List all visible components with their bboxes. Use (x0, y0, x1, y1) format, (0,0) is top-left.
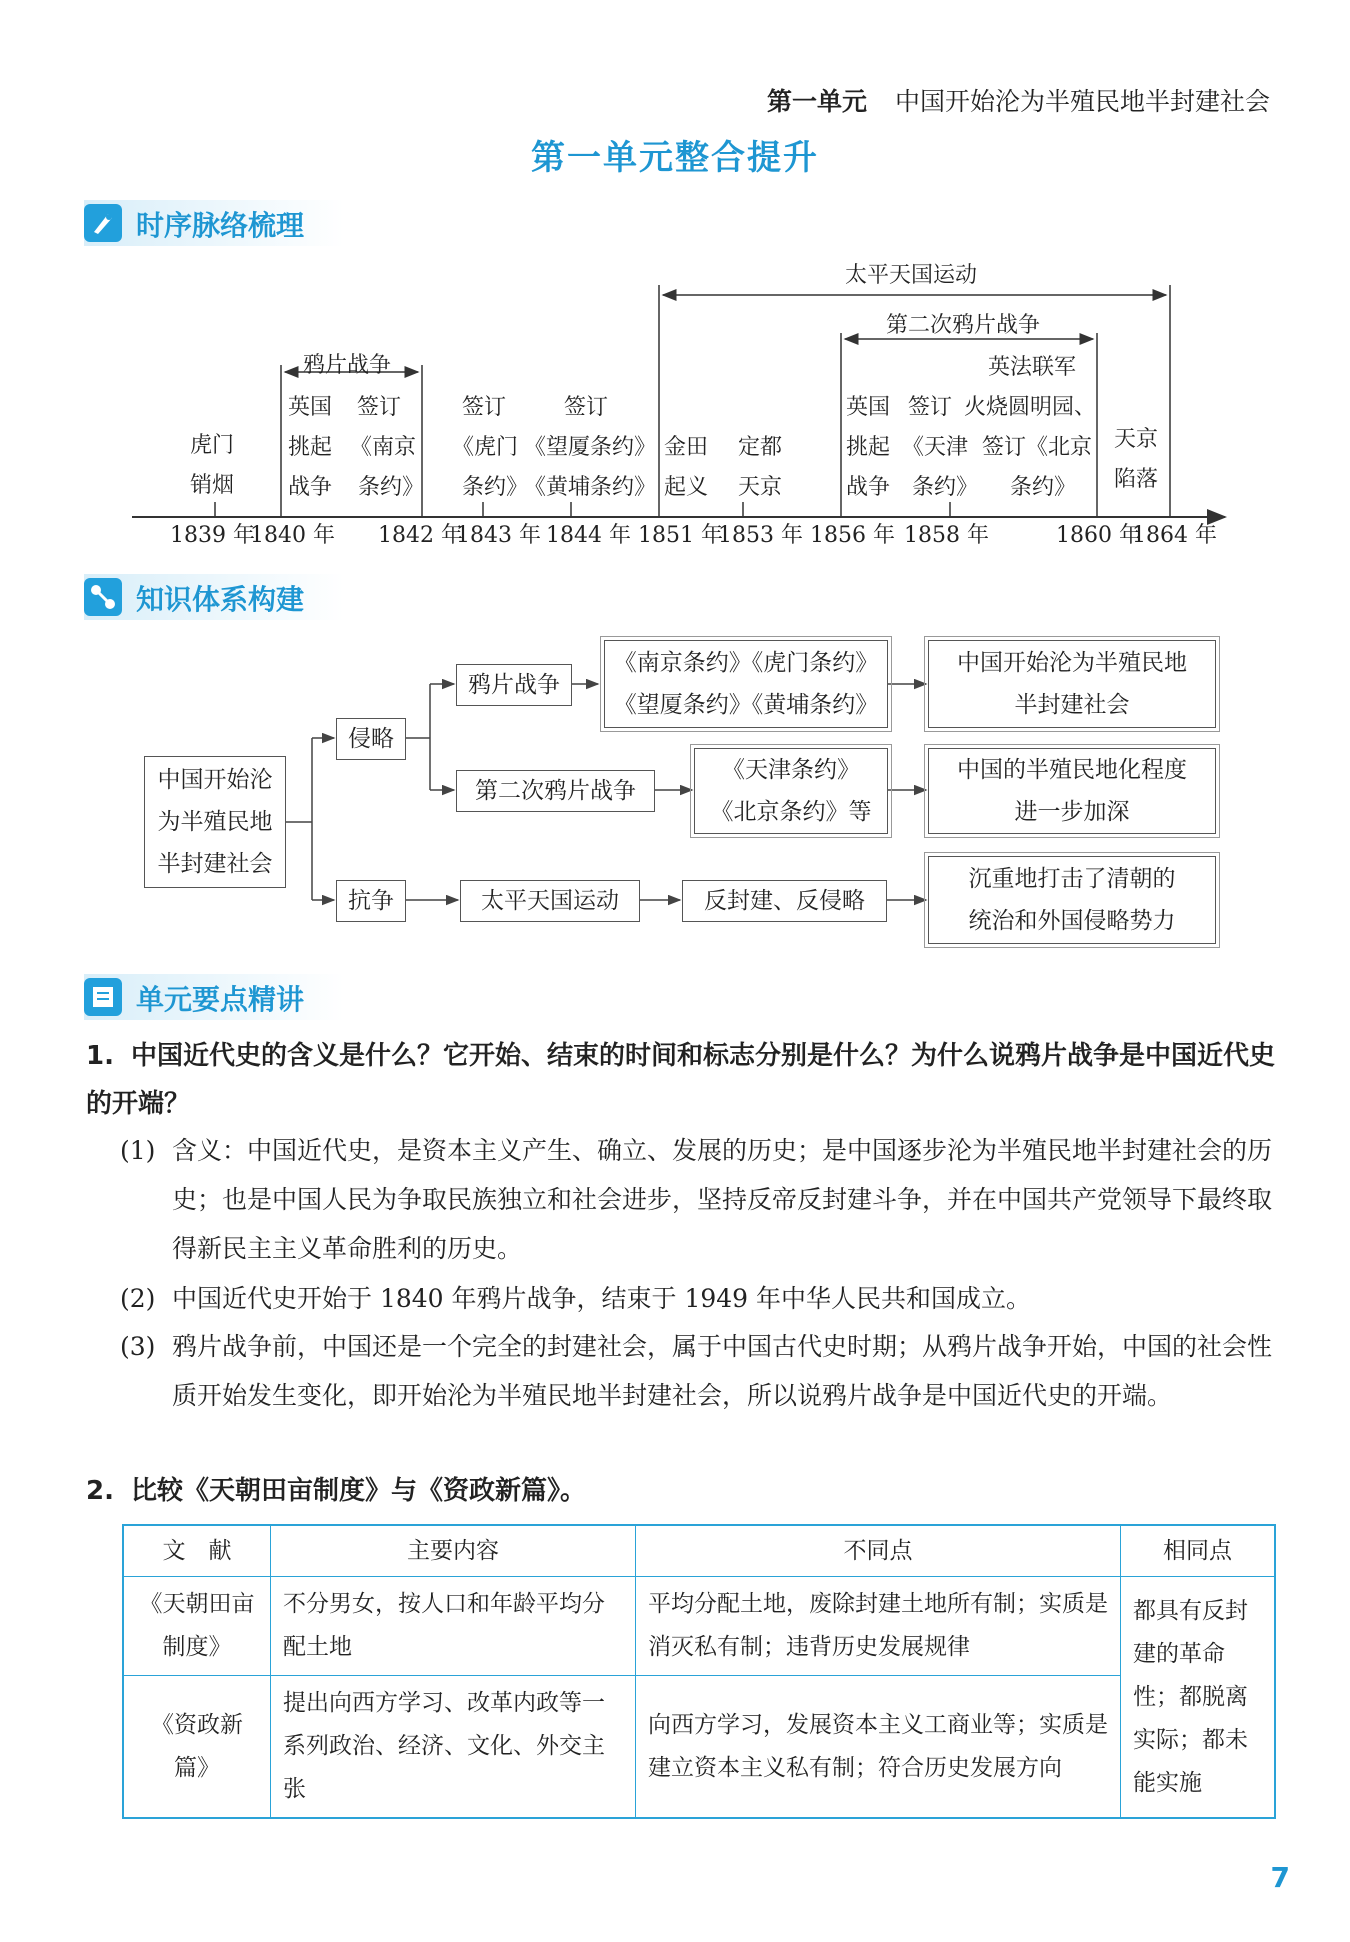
page-number: 7 (1270, 1861, 1290, 1894)
section-header-knowledge (84, 574, 344, 620)
table-cell: 平均分配土地，废除封建土地所有制；实质是消灭私有制；违背历史发展规律 (636, 1577, 1121, 1676)
event-text: 签订 (908, 395, 953, 420)
node-text: 为半殖民地 (157, 809, 273, 835)
root-node (144, 756, 286, 888)
event-text: 《望厦条约》 (524, 435, 657, 460)
year-label: 1851 年 (638, 523, 723, 548)
item-number: (3) (120, 1332, 156, 1361)
year-label: 1864 年 (1132, 523, 1217, 548)
answer-item (120, 1274, 1280, 1323)
answer-item (120, 1126, 1280, 1273)
table-row (123, 1676, 1275, 1819)
node-text: 《天津条约》 (722, 757, 860, 783)
table-cell-common: 都具有反封建的革命性；都脱离实际；都未能实施 (1121, 1577, 1276, 1819)
event-text: 起义 (664, 475, 709, 500)
event-text: 英法联军 (988, 355, 1077, 380)
event-text: 战争 (288, 475, 333, 500)
year-label: 1860 年 (1056, 523, 1141, 548)
section-header-timeline (84, 200, 344, 246)
node-text: 半封建社会 (157, 851, 273, 877)
question-1 (86, 1032, 1276, 1128)
event-text: 条约》 (912, 475, 979, 500)
column-header: 主要内容 (271, 1525, 636, 1577)
event-text: 条约》 (358, 475, 425, 500)
question-number: 1. (86, 1041, 114, 1071)
section-title: 单元要点精讲 (136, 983, 305, 1016)
knowledge-diagram (0, 630, 1350, 950)
node-text: 进一步加深 (1014, 799, 1130, 825)
table-cell: 《资政新篇》 (123, 1676, 271, 1819)
opium-war-node: 鸦片战争 (456, 664, 572, 706)
unit-label: 第一单元 (766, 87, 867, 116)
taiping-node: 太平天国运动 (460, 880, 640, 922)
timeline (0, 250, 1350, 560)
event-text: 英国 (846, 395, 891, 420)
event-text: 陷落 (1114, 467, 1159, 492)
year-label: 1843 年 (456, 523, 541, 548)
year-label: 1844 年 (546, 523, 631, 548)
anti-node: 反封建、反侵略 (682, 880, 887, 922)
item-text: 鸦片战争前，中国还是一个完全的封建社会，属于中国古代史时期；从鸦片战争开始，中国的社会性质开始发生变化，即开始沦为半殖民地半封建社会，所以说鸦片战争是中国近代史的开端。 (172, 1332, 1273, 1410)
node-text: 《望厦条约》《黄埔条约》 (613, 692, 879, 718)
running-header (767, 82, 1270, 118)
table-cell: 提出向西方学习、改革内政等一系列政治、经济、文化、外交主张 (271, 1676, 636, 1819)
event-text: 条约》 (462, 475, 529, 500)
year-label: 1842 年 (378, 523, 463, 548)
year-label: 1839 年 (170, 523, 255, 548)
event-text: 签订《北京 (982, 435, 1093, 460)
event-text: 天京 (1114, 427, 1159, 452)
event-text: 天京 (738, 475, 783, 500)
section-title: 知识体系构建 (136, 583, 305, 616)
node-text: 《南京条约》《虎门条约》 (613, 650, 879, 676)
section-title: 时序脉络梳理 (136, 209, 305, 242)
question-number: 2. (86, 1476, 114, 1506)
event-text: 挑起 (288, 435, 333, 460)
item-text: 中国近代史开始于 1840 年鸦片战争，结束于 1949 年中华人民共和国成立。 (172, 1284, 1032, 1313)
treaty-group-2 (694, 748, 888, 834)
node-text: 统治和外国侵略势力 (968, 908, 1176, 934)
column-header: 不同点 (636, 1525, 1121, 1577)
rocket-icon (84, 204, 122, 242)
table-cell: 《天朝田亩制度》 (123, 1577, 271, 1676)
event-text: 《天津 (902, 435, 969, 460)
item-number: (2) (120, 1284, 156, 1313)
node-text: 沉重地打击了清朝的 (968, 866, 1176, 892)
treaty-group-1 (604, 640, 888, 728)
timeline-lines (0, 250, 1350, 560)
node-text: 中国开始沦 (157, 767, 273, 793)
event-text: 战争 (846, 475, 891, 500)
event-text: 《南京 (350, 435, 417, 460)
event-text: 《黄埔条约》 (524, 475, 657, 500)
item-text: 含义：中国近代史，是资本主义产生、确立、发展的历史；是中国逐步沦为半殖民地半封建社会的历史；也是中国人民为争取民族独立和社会进步，坚持反帝反封建斗争，并在中国共产党领导下最终取得新民主主义革命胜利的历史。 (172, 1136, 1273, 1263)
year-label: 1856 年 (810, 523, 895, 548)
year-label: 1858 年 (904, 523, 989, 548)
column-header: 文 献 (123, 1525, 271, 1577)
event-text: 《虎门 (452, 435, 519, 460)
event-text: 金田 (664, 435, 709, 460)
span-taiping: 太平天国运动 (845, 263, 978, 288)
span-opium-war-1: 鸦片战争 (303, 353, 392, 378)
node-text: 《北京条约》等 (710, 799, 872, 825)
table-row (123, 1577, 1275, 1676)
event-text: 虎门 (190, 433, 235, 458)
result-1 (928, 640, 1216, 728)
table-header-row (123, 1525, 1275, 1577)
opium-war-2-node: 第二次鸦片战争 (456, 770, 655, 812)
result-3 (928, 856, 1216, 944)
node-text: 半封建社会 (1014, 692, 1130, 718)
invade-node: 侵略 (336, 718, 406, 760)
question-2 (86, 1470, 586, 1507)
section-header-keypoints (84, 974, 344, 1020)
year-label: 1853 年 (718, 523, 803, 548)
resist-node: 抗争 (336, 880, 406, 922)
node-text: 中国的半殖民地化程度 (957, 757, 1187, 783)
event-text: 签订 (564, 395, 609, 420)
column-header: 相同点 (1121, 1525, 1276, 1577)
event-text: 签订 (462, 395, 507, 420)
event-text: 签订 (357, 395, 402, 420)
event-text: 条约》 (1010, 475, 1077, 500)
question-text: 比较《天朝田亩制度》与《资政新篇》。 (131, 1476, 587, 1506)
result-2 (928, 748, 1216, 834)
event-text: 销烟 (190, 473, 235, 498)
node-text: 中国开始沦为半殖民地 (957, 650, 1187, 676)
comparison-table (122, 1524, 1276, 1819)
unit-title: 中国开始沦为半殖民地半封建社会 (894, 87, 1270, 116)
book-icon (84, 978, 122, 1016)
event-text: 定都 (738, 435, 783, 460)
answer-item (120, 1322, 1280, 1420)
question-text: 中国近代史的含义是什么？它开始、结束的时间和标志分别是什么？为什么说鸦片战争是中国近代史的开端？ (86, 1041, 1276, 1119)
table-cell: 向西方学习，发展资本主义工商业等；实质是建立资本主义私有制；符合历史发展方向 (636, 1676, 1121, 1819)
table-cell: 不分男女，按人口和年龄平均分配土地 (271, 1577, 636, 1676)
event-text: 火烧圆明园、 (964, 395, 1097, 420)
item-number: (1) (120, 1136, 156, 1165)
page-title: 第一单元整合提升 (531, 138, 819, 178)
event-text: 英国 (288, 395, 333, 420)
network-icon (84, 578, 122, 616)
year-label: 1840 年 (250, 523, 335, 548)
span-opium-war-2: 第二次鸦片战争 (886, 313, 1041, 338)
event-text: 挑起 (846, 435, 891, 460)
